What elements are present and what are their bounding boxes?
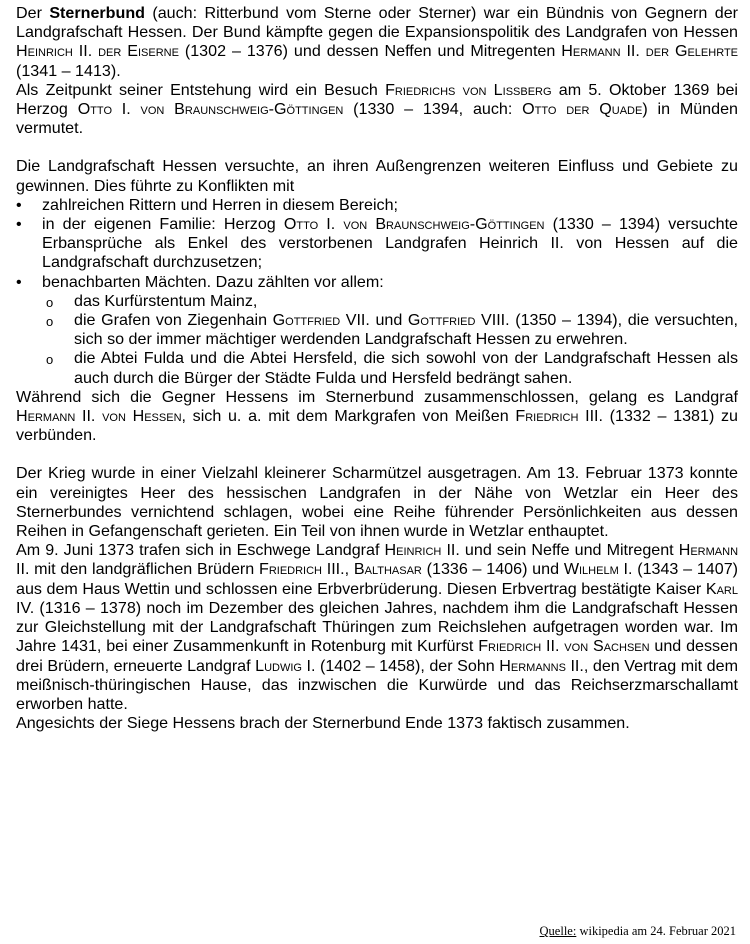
text-run: (1302 – 1376) und dessen Neffen und Mitregenten: [178, 42, 562, 61]
text-run: die Grafen von Ziegenhain: [74, 311, 273, 330]
list-item-text: zahlreichen Rittern und Herren in diesem Bereich;: [42, 195, 399, 214]
text-run: (1341 – 1413).: [16, 61, 121, 80]
text-run: in der eigenen Familie: Herzog: [42, 215, 284, 234]
person-name: Friedrich II. von Sachsen: [478, 637, 650, 656]
text-run: (1336 – 1406) und: [421, 560, 564, 579]
person-name: Heinrich: [384, 541, 442, 560]
list-item-text: die Abtei Fulda und die Abtei Hersfeld, die sich sowohl von der Landgrafschaft Hessen als auch durch die Bürger der Städte Fulda und Hersfeld bedrängt sahen.: [74, 349, 738, 387]
circle-bullet-icon: o: [46, 352, 54, 368]
person-name: Gottfried: [272, 311, 341, 330]
person-name: Friedrich: [515, 407, 579, 426]
list-item: [16, 215, 738, 273]
list-item-text: benachbarten Mächten. Dazu zählten vor allem:: [42, 272, 384, 291]
text-run: I. (1343 – 1407) aus dem Haus Wettin und schlossen eine Erbverbrüderung. Diesen Erbvertrag bestätigte Kaiser: [16, 560, 739, 598]
text-run: Als Zeitpunkt seiner Entstehung wird ein Besuch: [16, 80, 386, 99]
term-sternerbund: Sternerbund: [49, 4, 145, 22]
source-label: Quelle:: [539, 924, 577, 938]
text-run: Während sich die Gegner Hessens im Sternerbund zusammenschlossen, gelang es Landgraf: [16, 387, 738, 406]
bullet-icon: •: [16, 272, 22, 291]
source-citation: [540, 924, 736, 938]
person-name: Hermann: [678, 541, 739, 560]
text-run: ) in Münden vermutet.: [16, 100, 738, 138]
text-run: (1330 – 1394, auch:: [343, 100, 523, 119]
person-name: Heinrich II. der Eiserne: [16, 42, 179, 61]
paragraph-alliance: [16, 388, 738, 446]
paragraph-war: Der Krieg wurde in einer Vielzahl kleinerer Scharmützel ausgetragen. Am 13. Februar 1373 konnte ein vereinigtes Heer des hessischen Landgrafen in der Nähe von Wetzlar ein Heer des Sternerbundes vernichtend schlagen, wobei eine Reihe führender Persönlichkeiten aus dessen Reihen in Gefangenschaft gerieten. Ein Teil von ihnen wurde in Wetzlar enthauptet.: [16, 464, 738, 541]
circle-bullet-icon: o: [46, 314, 54, 330]
person-name: Balthasar: [353, 560, 422, 579]
bullet-icon: •: [16, 215, 22, 234]
person-name: Otto der Quade: [522, 100, 643, 119]
text-run: und dessen drei Brüdern, erneuerte Landgraf: [16, 637, 738, 675]
paragraph-intro: [16, 4, 738, 81]
person-name: Hermanns: [499, 656, 566, 675]
circle-bullet-icon: o: [46, 294, 54, 310]
neighbor-list: [42, 292, 738, 388]
source-text: wikipedia am 24. Februar 2021: [576, 924, 736, 938]
person-name: Gottfried: [407, 311, 476, 330]
text-run: II. mit den landgräflichen Brüdern: [16, 560, 259, 579]
person-name: Hermann II. von Hessen: [16, 407, 182, 426]
text-run: am 5. Oktober 1369 bei Herzog: [16, 80, 738, 119]
person-name: Karl: [705, 579, 738, 598]
list-item: [16, 196, 738, 215]
text-run: Am 9. Juni 1373 trafen sich in Eschwege Landgraf: [16, 541, 385, 560]
person-name: Otto I. von Braunschweig-Göttingen: [77, 100, 344, 119]
paragraph-collapse: Angesichts der Siege Hessens brach der Sternerbund Ende 1373 faktisch zusammen.: [16, 714, 630, 733]
paragraph-gap: [16, 138, 738, 157]
paragraph-origin: [16, 81, 738, 139]
paragraph-gap: [16, 445, 738, 464]
text-run: III. (1332 – 1381) zu verbünden.: [16, 407, 738, 445]
text-run: Der: [16, 4, 50, 22]
list-item: [16, 273, 738, 388]
text-run: IV. (1316 – 1378) noch im Dezember des gleichen Jahres, nachdem ihm die Landgrafschaft Hessen zur Gleichstellung mit der Landgrafschaft Thüringen zum Reichslehen aufgetragen worden war. Im Jahre 1431, bei einer Zusammenkunft in Rotenburg mit Kurfürst: [16, 598, 738, 656]
text-run: (1330 – 1394) versuchte Erbansprüche als Enkel des verstorbenen Landgrafen Heinrich II. von Hessen auf die Landgrafschaft durchzusetzen;: [42, 215, 739, 272]
text-run: VIII. (1350 – 1394), die versuchten, sich so der immer mächtiger werdenden Landgrafschaft Hessen zu erwehren.: [74, 311, 738, 349]
bullet-icon: •: [16, 195, 22, 214]
conflict-list: [16, 196, 738, 388]
person-name: Wilhelm: [563, 560, 619, 579]
text-run: , sich u. a. mit dem Markgrafen von Meißen: [181, 407, 516, 426]
text-run: I. (1402 – 1458), der Sohn: [301, 656, 500, 675]
list-item-text: das Kurfürstentum Mainz,: [74, 291, 258, 310]
paragraph-conflicts: Die Landgrafschaft Hessen versuchte, an ihren Außengrenzen weiteren Einfluss und Gebiete zu gewinnen. Dies führte zu Konflikten mit: [16, 157, 738, 195]
text-run: (auch: Ritterbund vom Sterne oder Sterner) war ein Bündnis von Gegnern der Landgrafschaft Hessen. Der Bund kämpfte gegen die Expansionspolitik des Landgrafen von Hessen: [16, 4, 739, 42]
paragraph-treaty: [16, 541, 738, 714]
text-run: II., den Vertrag mit dem meißnisch-thüringischen Hause, das inzwischen die Kurwürde und das Reichserzmarschallamt erworben hatte.: [16, 656, 738, 713]
person-name: Friedrichs von Lißberg: [385, 80, 552, 99]
person-name: Ludwig: [255, 656, 302, 675]
text-run: III.,: [321, 560, 354, 579]
sub-list-item: [42, 292, 738, 311]
person-name: Otto I. von Braunschweig-Göttingen: [283, 215, 545, 234]
sub-list-item: [42, 311, 738, 349]
text-run: VII. und: [340, 311, 408, 330]
person-name: Hermann II. der Gelehrte: [561, 42, 739, 61]
text-run: II. und sein Neffe und Mitregent: [441, 541, 679, 560]
document-body: [16, 4, 738, 733]
sub-list-item: [42, 349, 738, 387]
person-name: Friedrich: [258, 560, 322, 579]
